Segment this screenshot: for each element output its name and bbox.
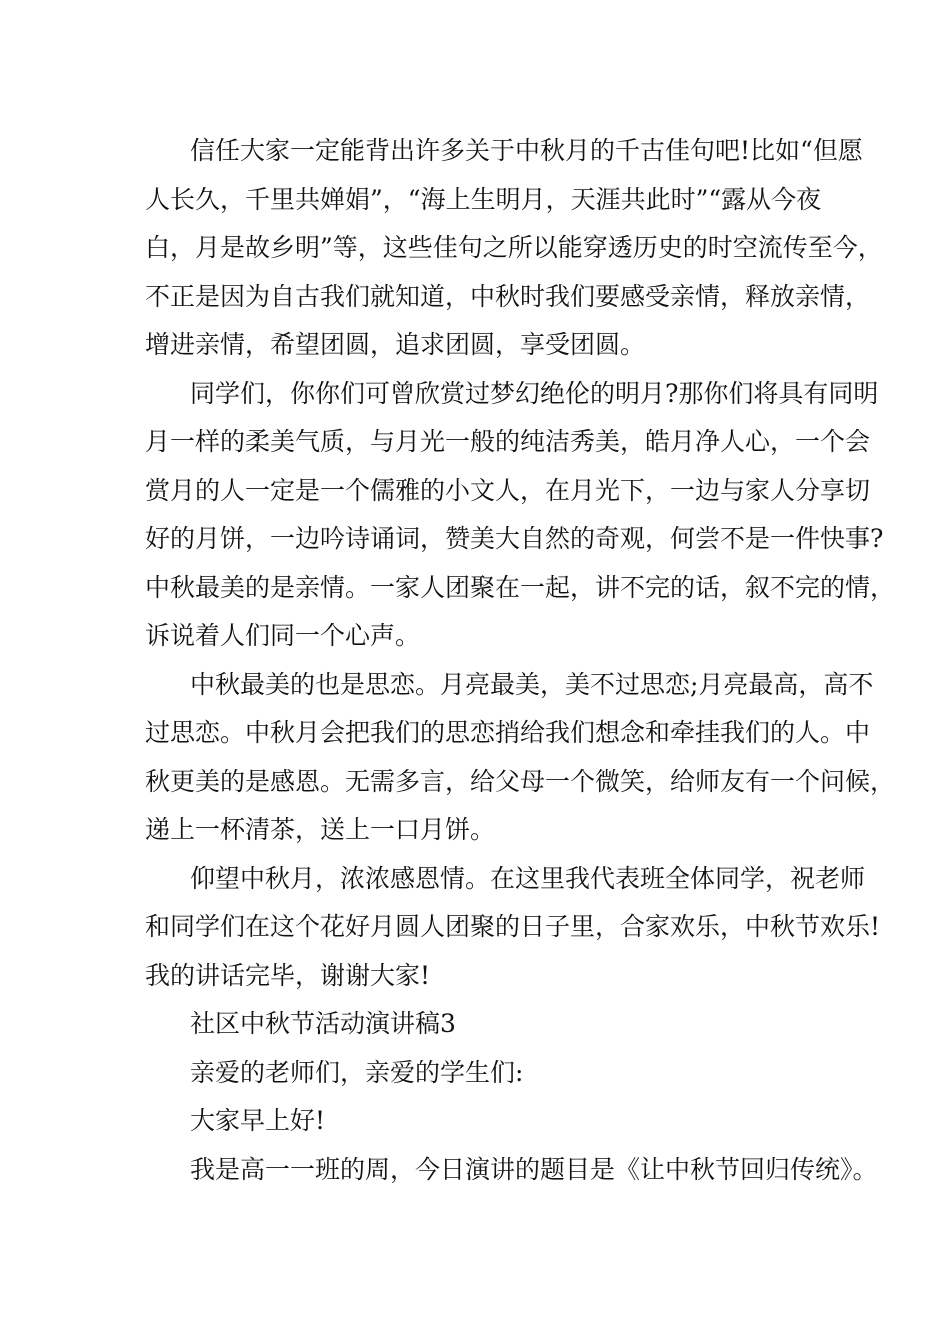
text-line: 递上一杯清茶，送上一口月饼。 (145, 815, 496, 844)
greeting: 大家早上好! (190, 1106, 326, 1135)
text-line: 和同学们在这个花好月圆人团聚的日子里，合家欢乐，中秋节欢乐! (145, 912, 881, 941)
text-line: 中秋最美的也是思恋。月亮最美，美不过思恋;月亮最高，高不 (190, 669, 874, 699)
text-line: 中秋最美的是亲情。一家人团聚在一起，讲不完的话，叙不完的情， (145, 572, 896, 602)
text-line: 同学们，你你们可曾欣赏过梦幻绝伦的明月?那你们将具有同明 (190, 378, 879, 408)
section-heading: 社区中秋节活动演讲稿3 (190, 1009, 456, 1038)
document-body (145, 127, 896, 1194)
text-line: 增进亲情，希望团圆，追求团圆，享受团圆。 (145, 330, 646, 359)
text-line: 不正是因为自古我们就知道，中秋时我们要感受亲情，释放亲情， (145, 281, 871, 311)
text-line: 我的讲话完毕，谢谢大家! (145, 960, 431, 990)
text-line: 人长久，千里共婵娟”，“海上生明月，天涯共此时”“露从今夜 (145, 184, 822, 214)
text-line: 仰望中秋月，浓浓感恩情。在这里我代表班全体同学，祝老师 (190, 863, 866, 893)
salutation: 亲爱的老师们，亲爱的学生们: (190, 1057, 524, 1087)
text-line: 白，月是故乡明”等，这些佳句之所以能穿透历史的时空流传至今， (145, 233, 883, 262)
text-line: 诉说着人们同一个心声。 (145, 621, 421, 650)
text-line: 月一样的柔美气质，与月光一般的纯洁秀美，皓月净人心，一个会 (145, 427, 871, 456)
text-line: 秋更美的是感恩。无需多言，给父母一个微笑，给师友有一个问候， (145, 766, 896, 796)
text-line: 赏月的人一定是一个儒雅的小文人，在月光下，一边与家人分享切 (145, 475, 871, 505)
text-line: 过思恋。中秋月会把我们的思恋捎给我们想念和牵挂我们的人。中 (145, 718, 871, 747)
text-line: 信任大家一定能背出许多关于中秋月的千古佳句吧!比如“但愿 (190, 136, 863, 165)
text-line: 我是高一一班的周，今日演讲的题目是《让中秋节回归传统》。 (190, 1154, 878, 1184)
text-line: 好的月饼，一边吟诗诵词，赞美大自然的奇观，何尝不是一件快事? (145, 524, 884, 553)
